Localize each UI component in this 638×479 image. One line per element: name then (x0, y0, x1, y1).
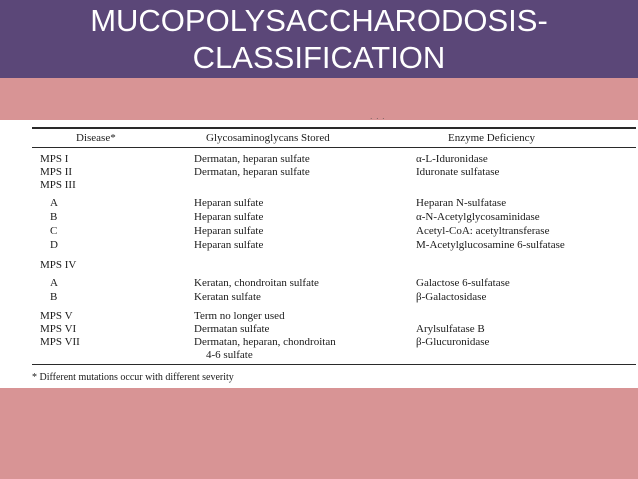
cell-gag: Heparan sulfate (194, 211, 264, 223)
classification-table (28, 117, 636, 387)
cell-disease: MPS I (40, 153, 69, 165)
cell-gag: Keratan sulfate (194, 291, 261, 303)
table-row (28, 258, 636, 272)
header-glycosaminoglycans: Glycosaminoglycans Stored (206, 132, 330, 144)
cell-gag: Heparan sulfate (194, 239, 264, 251)
cell-enzyme: M-Acetylglucosamine 6-sulfatase (416, 239, 565, 251)
cell-gag: Heparan sulfate (194, 225, 264, 237)
cell-enzyme: Iduronate sulfatase (416, 166, 500, 178)
cell-enzyme: α-N-Acetylglycosaminidase (416, 211, 540, 223)
cell-gag: Dermatan sulfate (194, 323, 270, 335)
table-row (28, 290, 636, 304)
table-row (28, 276, 636, 290)
table-row (28, 322, 636, 336)
cell-enzyme: Galactose 6-sulfatase (416, 277, 510, 289)
cell-disease: MPS II (40, 166, 73, 178)
cell-disease: MPS VII (40, 336, 80, 348)
cell-gag: Keratan, chondroitan sulfate (194, 277, 319, 289)
table-row (28, 309, 636, 323)
slide-title-line-1: MUCOPOLYSACCHARODOSIS- (90, 3, 548, 38)
cell-disease: D (50, 239, 58, 251)
cell-gag: Term no longer used (194, 310, 285, 322)
table-top-rule (32, 127, 636, 129)
title-band (0, 0, 638, 78)
cropped-caption: · · · (370, 115, 386, 123)
table-row (28, 196, 636, 210)
cell-gag: Dermatan, heparan, chondroitan (194, 336, 336, 348)
header-disease: Disease* (76, 132, 116, 144)
cell-gag: Dermatan, heparan sulfate (194, 153, 310, 165)
cell-disease: MPS IV (40, 259, 77, 271)
cell-enzyme: β-Galactosidase (416, 291, 487, 303)
cell-disease: A (50, 197, 58, 209)
cell-disease: B (50, 291, 58, 303)
cell-disease: B (50, 211, 58, 223)
cell-disease: MPS VI (40, 323, 77, 335)
cell-enzyme: Heparan N-sulfatase (416, 197, 507, 209)
cell-gag: 4-6 sulfate (206, 349, 253, 361)
cell-disease: MPS V (40, 310, 73, 322)
header-enzyme-deficiency: Enzyme Deficiency (448, 132, 536, 144)
table-row (28, 210, 636, 224)
cell-disease: A (50, 277, 58, 289)
table-row (28, 224, 636, 238)
table-row (28, 238, 636, 252)
cell-gag: Heparan sulfate (194, 197, 264, 209)
table-bottom-rule (32, 364, 636, 365)
pink-band-top (0, 78, 638, 120)
table-row (28, 178, 636, 192)
slide-title-line-2: CLASSIFICATION (192, 40, 446, 75)
table-row (28, 335, 636, 349)
table-header-rule (32, 147, 636, 148)
cell-enzyme: Arylsulfatase B (416, 323, 485, 335)
table-row (28, 165, 636, 179)
pink-band-bottom (0, 388, 638, 479)
table-footnote: * Different mutations occur with different severity (32, 372, 234, 383)
cell-disease: MPS III (40, 179, 76, 191)
cell-enzyme: α-L-Iduronidase (416, 153, 488, 165)
cell-enzyme: β-Glucuronidase (416, 336, 490, 348)
cell-disease: C (50, 225, 58, 237)
table-row (28, 152, 636, 166)
table-row (28, 348, 636, 362)
cell-gag: Dermatan, heparan sulfate (194, 166, 310, 178)
cell-enzyme: Acetyl-CoA: acetyltransferase (416, 225, 550, 237)
